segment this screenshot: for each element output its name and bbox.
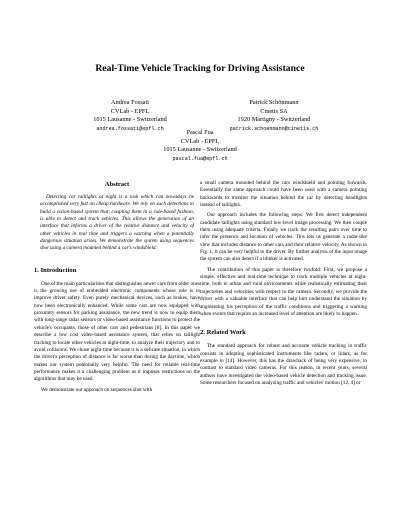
author-address: 1920 Martigny - Switzerland	[237, 116, 311, 124]
body-paragraph: The standard approach for robust and accurate vehicle tracking in traffic consists in adopting sophisticated instruments like radars, or lidars, as for example in [14]. However, this has the drawback of being very expensive, in contrast to standard video cameras. For this reason, in recent years, several authors have investigated the video-based vehicle detection and tracking issue. Some researchers focused on analyzing traffic and vehicles' motion [12, 4] or	[200, 343, 367, 386]
author-affiliation: CVLab - EPFL	[110, 107, 150, 115]
author-affiliation: CVLab - EPFL	[180, 137, 220, 145]
author-block-3	[130, 129, 270, 163]
author-name: Patrick Schönmann	[249, 99, 299, 106]
intro-heading: 1. Introduction	[34, 266, 77, 274]
abstract-heading: Abstract	[104, 181, 130, 188]
author-email: andrea.fossati@epfl.ch	[96, 125, 164, 132]
author-name: Andrea Fossati	[111, 99, 149, 106]
abstract-text: Detecting car taillights at night is a task which can nowadays be accomplished very fast on cheap hardware. We rely on such detections to build a vision-based system that, coupling them in a rule-based fashion, is able to detect and track vehicles. This allows the generation of an interface that informs a driver of the relative distance and velocity of other vehicles in real time and triggers a warning when a potentially dangerous situation arises. We demonstrate the system using sequences shot using a camera mounted behind a car's windshield.	[40, 194, 194, 252]
right-column	[200, 180, 367, 387]
author-address: 1015 Lausanne - Switzerland	[163, 146, 237, 154]
intro-paragraph: One of the main particularities that distinguishes newer cars from older ones is the growing use of embedded electronic components whose role is to improve driver safety. Even purely mechanical devices, such as brakes, have now been electronically enhanced. While some cars are now equipped with proximity sensors for parking assistance, the new trend is now to equip them with long-range radar sensors or video-based assistance functions to protect the vehicle's occupants, those of other cars and pedestrians [8]. In this paper we describe a low cost video-based assistance system, that relies on taillight tracking to locate other vehicles at night-time, to analyze their trajectory and to avoid collisions. We chose night-time because it is a delicate situation, in which the driver's perception of distance is far worse than during the daytime, which makes our system potentially very helpful. The need for reliable real-time performance makes it a challenging problem as it imposes restrictions on the algorithms that may be used.	[34, 280, 200, 383]
author-name: Pascal Fua	[186, 129, 214, 136]
body-paragraph: Our approach includes the following steps: We first detect independent candidate taillights using standard low-level image processing. We then couple them using adequate criteria. Finally we track the resulting pairs over time to infer the presence and location of vehicles. This lets us generate a radar-like view that includes distance to other cars and their relative velocity. As shown in Fig. 1, it can be very helpful to the driver. By further analysis of the input image the system can also detect if a blinker is activated.	[200, 212, 367, 263]
body-paragraph: a small camera mounted behind the cars windshield and pointing forwards. Essentially the same approach could have been used with a camera pointing backwards to monitor the situation behind the car by detecting headlights instead of taillights.	[200, 180, 367, 209]
body-paragraph: The contribution of this paper is therefore twofold: First, we propose a simple, effective and real-time technique to track multiple vehicles at night-time, both in urban and rural environments while realistically estimating their trajectories and velocities with respect to the camera. Secondly, we provide the driver with a valuable interface that can help him understand the situation by augmenting his perception of the traffic conditions and triggering a warning when events that require an increased level of attention are likely to happen.	[200, 266, 367, 317]
left-column	[34, 180, 200, 394]
author-email: patrick.schoenmann@cinetis.ch	[229, 125, 319, 132]
related-work-heading: 2. Related Work	[200, 329, 246, 337]
paper-title: Real-Time Vehicle Tracking for Driving Assistance	[95, 63, 305, 74]
author-email: pascal.fua@epfl.ch	[172, 155, 228, 162]
author-address: 1015 Lausanne - Switzerland	[93, 116, 167, 124]
author-affiliation: Cinetis SA	[260, 107, 288, 115]
intro-paragraph: We demonstrate our approach on sequences shot with	[41, 386, 153, 393]
